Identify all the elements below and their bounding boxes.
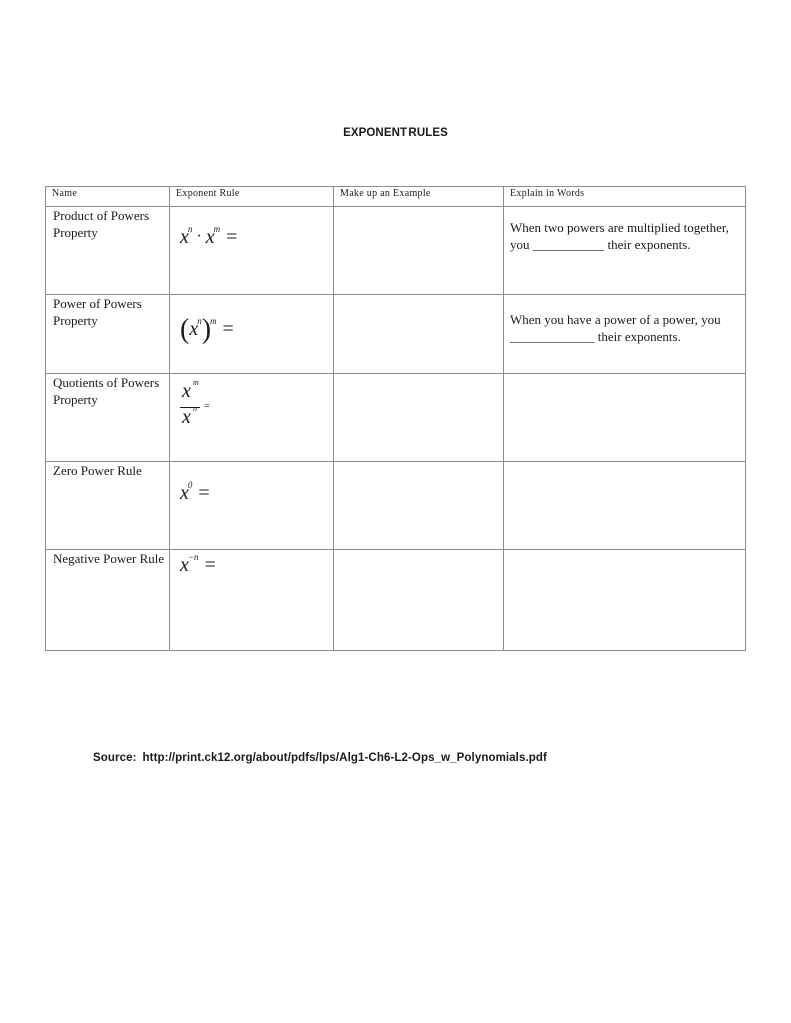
rule-name-cell <box>46 550 170 651</box>
explain-cell[interactable] <box>504 374 746 462</box>
explain-cell[interactable] <box>504 207 746 295</box>
rule-formula-cell <box>170 374 334 462</box>
page-title: EXPONENT RULES <box>343 127 448 139</box>
example-cell[interactable] <box>334 295 504 374</box>
table-row-product-of-powers <box>46 207 746 295</box>
header-make-up-example: Make up an Example <box>334 187 504 207</box>
power-of-powers-formula: $(x^n)^m$ = <box>180 314 234 345</box>
header-name: Name <box>46 187 170 207</box>
table-row-quotients-of-powers <box>46 374 746 462</box>
source-line <box>93 752 547 764</box>
rule-name-cell <box>46 295 170 374</box>
rule-name-cell <box>46 462 170 550</box>
rule-name: Negative Power Rule <box>53 551 165 566</box>
explain-cell[interactable] <box>504 550 746 651</box>
table-header-row <box>46 187 746 207</box>
header-explain-in-words: Explain in Words <box>504 187 746 207</box>
quotient-of-powers-formula: x m x n = <box>182 378 210 428</box>
rule-formula-cell <box>170 295 334 374</box>
rule-name: Product of Powers Property <box>53 208 150 240</box>
example-cell[interactable] <box>334 207 504 295</box>
rule-formula-cell <box>170 207 334 295</box>
table-row-negative-power <box>46 550 746 651</box>
rule-name-cell <box>46 207 170 295</box>
example-cell[interactable] <box>334 462 504 550</box>
explain-cell[interactable] <box>504 462 746 550</box>
zero-power-formula: $x^0$ = <box>180 480 210 504</box>
table-row-zero-power <box>46 462 746 550</box>
negative-power-formula: $x^{-n}$ = <box>180 552 216 576</box>
explain-cell[interactable] <box>504 295 746 374</box>
rule-name: Zero Power Rule <box>53 463 142 478</box>
rule-name: Power of Powers Property <box>53 296 142 328</box>
explain-text: When you have a power of a power, you _____________ their exponents. <box>510 312 721 344</box>
source-label: Source: <box>93 752 137 764</box>
product-of-powers-formula: $x^n \cdot x^m$ = <box>180 224 238 248</box>
explain-text: When two powers are multiplied together, you ___________ their exponents. <box>510 220 729 252</box>
rule-name: Quotients of Powers Property <box>53 375 160 407</box>
header-exponent-rule: Exponent Rule <box>170 187 334 207</box>
example-cell[interactable] <box>334 550 504 651</box>
exponent-rules-table <box>45 186 746 651</box>
table-row-power-of-powers <box>46 295 746 374</box>
rule-formula-cell <box>170 462 334 550</box>
rule-formula-cell <box>170 550 334 651</box>
example-cell[interactable] <box>334 374 504 462</box>
source-url[interactable]: http://print.ck12.org/about/pdfs/lps/Alg1-Ch6-L2-Ops_w_Polynomials.pdf <box>142 752 547 764</box>
rule-name-cell <box>46 374 170 462</box>
